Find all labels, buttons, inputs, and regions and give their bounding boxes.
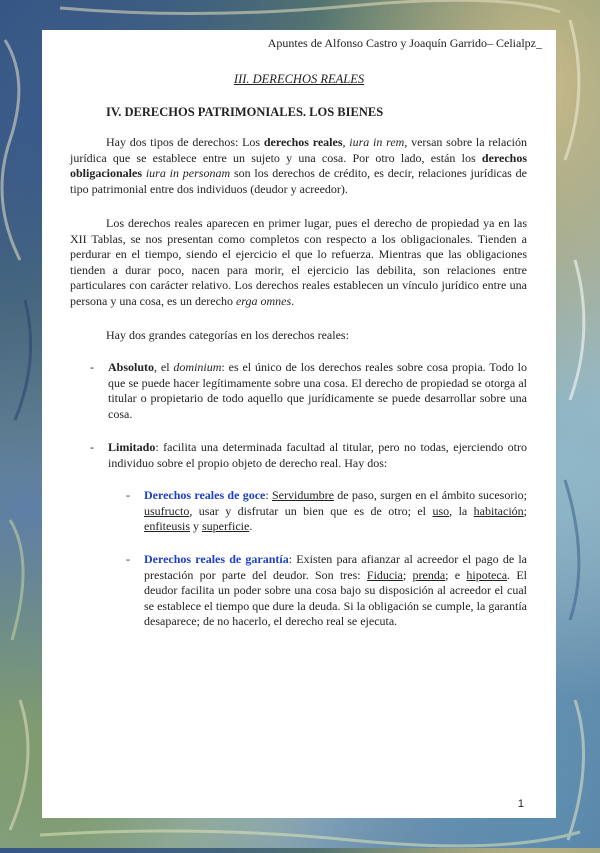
sub-bullet-goce: Derechos reales de goce: Servidumbre de paso, surgen en el ámbito sucesorio; usufructo, usar y disfrutar un bien que es de otro; el uso, la habitación; enfiteusis y superficie. xyxy=(144,488,528,534)
bullet-limitado: Limitado: facilita una determinada facultad al titular, pero no todas, ejerciendo otro individuo sobre el propio objeto de derecho real. Hay dos: xyxy=(108,440,527,470)
term-derechos-reales: derechos reales xyxy=(263,135,343,149)
section-heading: IV. DERECHOS PATRIMONIALES. LOS BIENES xyxy=(106,105,384,119)
paragraph-1: Hay dos tipos de derechos: Los derechos reales, iura in rem, versan sobre la relación jurídica que se establece entre un sujeto y una cosa. Por otro lado, están los derechos obligacionales iura in personam son los derechos de crédito, es decir, relaciones jurídicas de tipo patrimonial entre dos individuos (deudor y acreedor). xyxy=(70,135,527,196)
paragraph-2: Los derechos reales aparecen en primer lugar, pues el derecho de propiedad ya en las XII Tablas, se nos presentan como completos con respecto a los obligacionales. Tienden a perdurar en el tiempo, siendo el ejercicio el que lo refuerza. Mientras que las obligaciones tienden a durar poco, nacen para morir, el ejercicio las debilita, son relaciones entre particulares con carácter relativo. Los derechos reales establecen un vínculo jurídico entre una persona y una cosa, es un derecho erga omnes. xyxy=(70,216,527,308)
bullet-absoluto: Absoluto, el dominium: es el único de los derechos reales sobre cosa propia. Todo lo que se puede hacer legítimamente sobre una cosa. El derecho de propiedad se otorga al titular o propietario de todo aquello que jurídicamente se puede desarrollar sobre una cosa. xyxy=(108,360,527,421)
sub-bullet-dash-2: - xyxy=(126,552,130,566)
sub-bullet-garantia: Derechos reales de garantía: Existen para afianzar al acreedor el pago de la prestación por parte del deudor. Son tres: Fiducia; prenda; e hipoteca. El deudor facilita un poder sobre una cosa bajo su disposición al acreedor el cual se establece el tiempo que dure la deuda. Si la obligación se cumple, la garantía desaparece; de no hacerlo, el derecho real se ejecuta. xyxy=(144,552,527,629)
chapter-title: III. DERECHOS REALES xyxy=(233,72,365,86)
page-header: Apuntes de Alfonso Castro y Joaquín Garrido– Celialpz_ xyxy=(267,36,542,50)
bullet-dash-2: - xyxy=(90,440,94,454)
page-number: 1 xyxy=(517,798,524,810)
sub-bullet-dash-1: - xyxy=(126,488,130,502)
term-derechos-obligacionales: derechos obligacionales xyxy=(70,150,527,181)
bullet-dash-1: - xyxy=(90,360,94,374)
document-page xyxy=(42,30,556,818)
paragraph-3: Hay dos grandes categorías en los derechos reales: xyxy=(106,328,349,342)
